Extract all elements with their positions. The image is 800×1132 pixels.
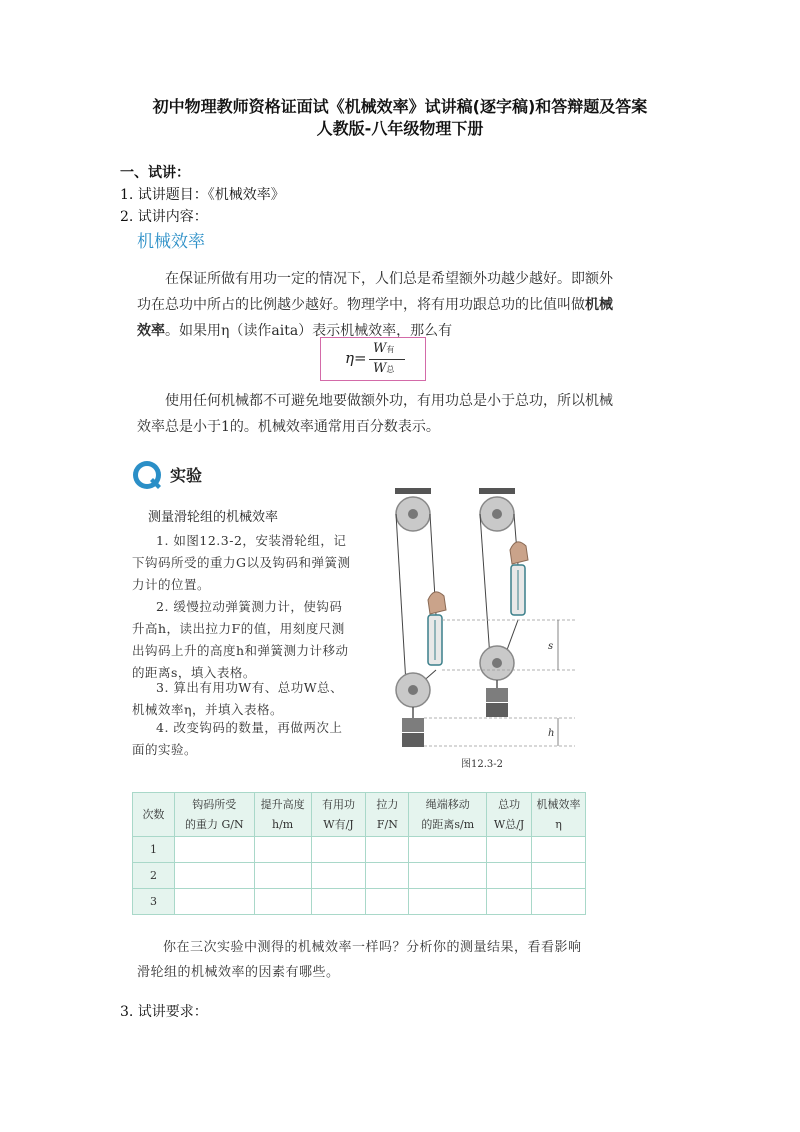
document-title-line2: 人教版-八年级物理下册 [316, 119, 484, 138]
table-header-cell: 次数 [133, 793, 175, 837]
table-row [133, 889, 586, 915]
table-header-cell: 有用功 W有/J [311, 793, 366, 837]
table-row [133, 837, 586, 863]
experiment-title: 测量滑轮组的机械效率 [148, 510, 279, 525]
textbook-paragraph-2: 使用任何机械都不可避免地要做额外功，有用功总是小于总功，所以机械效率总是小于1的。机械效率通常用百分数表示。 [137, 393, 613, 435]
paragraph-1-text-b: 。如果用η（读作aita）表示机械效率，那么有 [165, 323, 453, 339]
table-row-number: 2 [133, 863, 175, 889]
ceiling-mount-left [395, 488, 431, 494]
table-header-cell: 提升高度 h/m [254, 793, 311, 837]
fraction-bar [369, 359, 405, 360]
textbook-heading: 机械效率 [137, 232, 205, 252]
ceiling-mount-right [479, 488, 515, 494]
section-item-topic: 1. 试讲题目：《机械效率》 [120, 187, 285, 203]
experiment-step-4: 4. 改变钩码的数量，再做两次上面的实验。 [132, 720, 343, 757]
section-item-content: 2. 试讲内容： [120, 209, 208, 225]
table-header-row [133, 793, 586, 837]
figure-caption: 图12.3-2 [461, 759, 504, 770]
hand-icon-left [428, 592, 446, 614]
experiment-step-1: 1. 如图12.3-2，安装滑轮组，记下钩码所受的重力G以及钩码和弹簧测力计的位置。 [132, 533, 351, 592]
figure-label-h: h [548, 728, 555, 739]
table-header-cell: 拉力 F/N [366, 793, 409, 837]
hand-icon-right [510, 542, 528, 564]
weight-right-bottom [486, 703, 508, 717]
table-row [133, 863, 586, 889]
formula-numerator: W有 [373, 341, 395, 356]
experiment-step-2: 2. 缓慢拉动弹簧测力计，使钩码升高h，读出拉力F的值，用刻度尺测出钩码上升的高度h和弹簧测力计移动的距离s，填入表格。 [132, 599, 349, 680]
formula-denominator: W总 [373, 361, 395, 376]
table-row-number: 1 [133, 837, 175, 863]
section-heading-lecture: 一、试讲： [120, 165, 190, 181]
document-title [0, 96, 800, 140]
experiment-label: 实验 [170, 466, 203, 485]
table-header-cell: 机械效率 η [532, 793, 586, 837]
weight-left-bottom [402, 733, 424, 747]
formula-eta: η= [345, 349, 367, 367]
table-header-cell: 钩码所受 的重力 G/N [174, 793, 254, 837]
document-title-line1: 初中物理教师资格证面试《机械效率》试讲稿(逐字稿)和答辩题及答案 [152, 97, 648, 116]
table-header-cell: 总功 W总/J [487, 793, 532, 837]
textbook-paragraph-1 [137, 266, 617, 344]
experiment-step-3: 3. 算出有用功W有、总功W总、机械效率η，并填入表格。 [132, 680, 344, 717]
paragraph-1-text-a: 在保证所做有用功一定的情况下，人们总是希望额外功越少越好。即额外功在总功中所占的比例越少越好。物理学中，将有用功跟总功的比值叫做 [137, 271, 613, 313]
weight-right-top [486, 688, 508, 702]
section-item-requirements: 3. 试讲要求： [120, 1004, 208, 1020]
efficiency-formula [320, 337, 426, 381]
experiment-icon [131, 459, 163, 491]
experiment-table [132, 792, 586, 915]
weight-left-top [402, 718, 424, 732]
pulley-figure [380, 480, 595, 770]
table-header-cell: 绳端移动 的距离s/m [409, 793, 487, 837]
figure-label-s: s [548, 641, 554, 652]
table-row-number: 3 [133, 889, 175, 915]
experiment-question: 你在三次实验中测得的机械效率一样吗？分析你的测量结果，看看影响滑轮组的机械效率的因素有哪些。 [137, 940, 582, 980]
paragraph-1-bold-term: 机械效率 [137, 297, 613, 339]
